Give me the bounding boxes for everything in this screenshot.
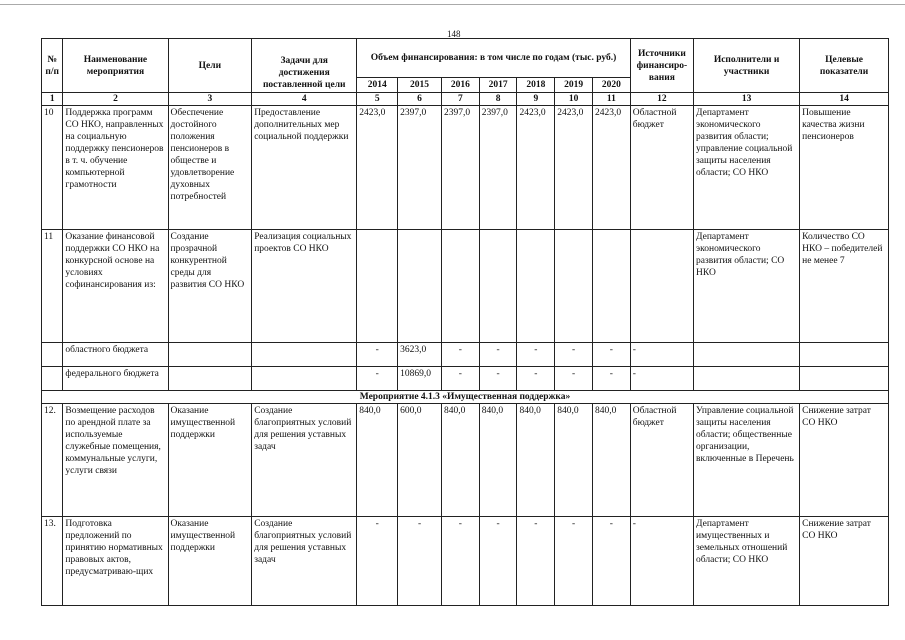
row-name: Возмещение расходов по арендной плате за используемые служебные помещения, коммунальные услуги, услуги связи [63,404,168,517]
table-row [42,230,889,343]
value-cell: - [517,343,555,367]
row-name: Оказание финансовой поддержки СО НКО на конкурсной основе на условиях софинансирования из: [63,230,168,343]
row-goal: Обеспечение достойного положения пенсионеров в обществе и удовлетворение духовных потребностей [168,106,252,230]
row-num: 10 [42,106,63,230]
header-sources: Источники финансиро-вания [630,39,693,93]
row-executor: Департамент экономического развития области; управление социальной защиты населения области; СО НКО [694,106,800,230]
value-cell: 2397,0 [398,106,442,230]
row-num: 12. [42,404,63,517]
col-number: 1 [42,93,63,106]
col-number: 12 [630,93,693,106]
value-cell: 600,0 [398,404,442,517]
table-subrow [42,343,889,367]
value-cell: - [479,367,517,391]
value-cell: 840,0 [479,404,517,517]
row-executor: Департамент имущественных и земельных отношений области; СО НКО [694,517,800,606]
col-number: 10 [555,93,593,106]
col-number: 2 [63,93,168,106]
year-cell: 2016 [441,78,479,93]
header-name: Наименование мероприятия [63,39,168,93]
value-cell: - [357,343,398,367]
subrow-label: областного бюджета [63,343,168,367]
col-number: 3 [168,93,252,106]
value-cell: 2423,0 [592,106,630,230]
row-source: - [630,367,693,391]
header-funding: Объем финансирования: в том числе по годам (тыс. руб.) [357,39,630,78]
year-cell: 2015 [398,78,442,93]
row-num: 13. [42,517,63,606]
col-number: 14 [800,93,889,106]
scan-edge-line [0,4,905,5]
row-task: Предоставление дополнительных мер социальной поддержки [252,106,357,230]
value-cell: 2423,0 [555,106,593,230]
value-cell: - [555,367,593,391]
value-cell: - [592,517,630,606]
value-cell: - [592,343,630,367]
row-goal: Оказание имущественной поддержки [168,404,252,517]
header-row-1 [42,39,889,78]
col-number: 5 [357,93,398,106]
value-cell: 840,0 [517,404,555,517]
row-name: Поддержка программ СО НКО, направленных на социальную поддержку пенсионеров в т. ч. обучение компьютерной грамотности [63,106,168,230]
year-cell: 2018 [517,78,555,93]
year-cell: 2014 [357,78,398,93]
col-number: 13 [694,93,800,106]
row-executor: Департамент экономического развития области; СО НКО [694,230,800,343]
year-cell: 2019 [555,78,593,93]
row-source: - [630,517,693,606]
value-cell: 840,0 [555,404,593,517]
value-cell: 2397,0 [479,106,517,230]
column-number-row [42,93,889,106]
value-cell: - [517,517,555,606]
program-table [41,38,889,606]
value-cell: - [555,517,593,606]
row-name: Подготовка предложений по принятию нормативных правовых актов, предусматриваю-щих [63,517,168,606]
value-cell: 840,0 [357,404,398,517]
value-cell: - [555,343,593,367]
value-cell: - [479,343,517,367]
row-task: Создание благоприятных условий для решения уставных задач [252,404,357,517]
section-title: Мероприятие 4.1.3 «Имущественная поддержка» [42,391,889,404]
year-cell: 2017 [479,78,517,93]
col-number: 4 [252,93,357,106]
row-target: Снижение затрат СО НКО [800,404,889,517]
value-cell: - [592,367,630,391]
header-tasks: Задачи для достижения поставленной цели [252,39,357,93]
row-source: Областной бюджет [630,106,693,230]
table-subrow [42,367,889,391]
year-cell: 2020 [592,78,630,93]
value-cell: - [441,367,479,391]
value-cell: - [441,517,479,606]
col-number: 6 [398,93,442,106]
value-cell: - [517,367,555,391]
row-target: Повышение качества жизни пенсионеров [800,106,889,230]
value-cell: 840,0 [592,404,630,517]
row-goal: Создание прозрачной конкурентной среды для развития СО НКО [168,230,252,343]
row-task: Реализация социальных проектов СО НКО [252,230,357,343]
table-row [42,106,889,230]
row-goal: Оказание имущественной поддержки [168,517,252,606]
row-target: Снижение затрат СО НКО [800,517,889,606]
value-cell: - [479,517,517,606]
section-row [42,391,889,404]
value-cell: - [398,517,442,606]
value-cell: - [357,367,398,391]
header-executors: Исполнители и участники [694,39,800,93]
row-executor: Управление социальной защиты населения области; общественные организации, включенные в Перечень [694,404,800,517]
col-number: 7 [441,93,479,106]
header-targets: Целевые показатели [800,39,889,93]
header-goals: Цели [168,39,252,93]
row-target: Количество СО НКО – победителей не менее 7 [800,230,889,343]
subrow-label: федерального бюджета [63,367,168,391]
value-cell: - [357,517,398,606]
table-row [42,404,889,517]
value-cell: 2423,0 [517,106,555,230]
value-cell: 3623,0 [398,343,442,367]
header-num: № п/п [42,39,63,93]
col-number: 8 [479,93,517,106]
row-task: Создание благоприятных условий для решения уставных задач [252,517,357,606]
value-cell: 2397,0 [441,106,479,230]
value-cell: 840,0 [441,404,479,517]
value-cell: - [441,343,479,367]
row-source: Областной бюджет [630,404,693,517]
table-row [42,517,889,606]
value-cell: 10869,0 [398,367,442,391]
page-number: 148 [447,29,461,39]
col-number: 9 [517,93,555,106]
value-cell: 2423,0 [357,106,398,230]
col-number: 11 [592,93,630,106]
row-source: - [630,343,693,367]
row-num: 11 [42,230,63,343]
